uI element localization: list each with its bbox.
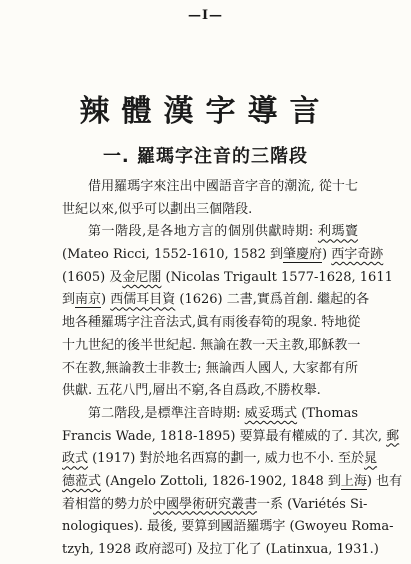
text-line — [62, 539, 379, 562]
text-line — [62, 267, 393, 290]
text-segment: 着相當的勢力於 — [62, 496, 154, 512]
title-mark: 西字奇跡 — [331, 247, 384, 263]
text-segment: ) — [101, 292, 111, 308]
title-mark: 德蒞式 — [62, 473, 102, 489]
title-mark: 郵 — [386, 428, 400, 444]
text-segment: (1917) 對於地名西寫的劃一, 威力也不小. 至於 — [88, 451, 365, 467]
title-mark: 晁 — [364, 451, 378, 467]
text-segment: 供獻. 五花八門,層出不窮,各自爲政,不勝枚舉. — [62, 383, 321, 399]
text-segment: (Angelo Zottoli, 1826-1902, 1848 到 — [101, 473, 341, 489]
title-mark: 政式 — [62, 451, 89, 467]
text-segment: nologiques). 最後, 要算到國語羅瑪字 (Gwoyeu Roma- — [62, 519, 394, 535]
title-mark: 西儒耳目資 — [110, 292, 176, 308]
text-line — [62, 289, 370, 312]
text-segment: (1626) 二書,實爲首創. 繼起的各 — [175, 292, 370, 308]
text-line — [62, 448, 378, 471]
place-name-mark: 南京 — [75, 292, 102, 308]
text-line — [62, 335, 361, 358]
text-segment: ) 也有 — [366, 473, 403, 489]
text-segment: (Thomas — [297, 405, 358, 421]
text-line — [62, 516, 394, 539]
text-segment: tzyh, 1928 政府認可) 及拉丁化了 (Latinxua, 1931.) — [62, 542, 379, 557]
text-segment: 不在教,無論教士非教士; 無論西人國人, 大家都有所 — [62, 360, 358, 376]
text-line — [62, 221, 358, 244]
text-line — [62, 176, 358, 199]
text-line — [62, 244, 384, 267]
text-segment: 世紀以來,似乎可以劃出三個階段. — [62, 201, 253, 217]
text-segment: 第二階段,是標準注音時期: — [88, 405, 245, 421]
text-segment: (Mateo Ricci, 1552-1610, 1582 到 — [62, 247, 283, 263]
text-segment: (Nicolas Trigault 1577-1628, 1611 — [161, 269, 393, 285]
text-segment: (1605) 及 — [62, 269, 123, 285]
body-text — [62, 176, 403, 562]
text-segment: 第一階段,是各地方言的個別供獻時期: — [88, 224, 318, 240]
text-line — [62, 471, 403, 494]
page-title: 辣體漢字導言 — [79, 94, 332, 129]
title-mark: 威妥瑪式 — [244, 405, 298, 421]
page-number: —I— — [187, 8, 224, 23]
place-name-mark: 上海 — [340, 473, 367, 489]
section-heading: 一. 羅瑪字注音的三階段 — [102, 146, 309, 167]
text-segment: 到 — [62, 292, 76, 308]
text-segment: ) — [322, 247, 332, 263]
title-mark: 金尼閣 — [122, 269, 162, 285]
text-line — [62, 199, 358, 222]
text-line — [62, 426, 400, 449]
text-line — [62, 494, 368, 517]
title-mark: 中國學術研究叢書 — [153, 496, 258, 512]
text-line — [62, 358, 358, 381]
place-name-mark: 肇慶府 — [282, 247, 322, 263]
text-line — [62, 403, 358, 426]
text-segment: 一系 (Variétés Si- — [257, 496, 368, 512]
text-line — [62, 380, 358, 403]
text-segment: 十九世紀的後半世紀起. 無論在教一天主教,耶穌教一 — [62, 337, 361, 353]
text-segment: 地各種羅瑪字注音法式,眞有雨後春筍的現象. 特地從 — [62, 315, 361, 331]
title-mark: 利瑪竇 — [317, 224, 358, 240]
text-segment: Francis Wade, 1818-1895) 要算最有權威的了. 其次, — [62, 428, 387, 444]
text-line — [62, 312, 361, 335]
text-segment: 借用羅瑪字來注出中國語音字音的潮流, 從十七 — [88, 179, 358, 194]
